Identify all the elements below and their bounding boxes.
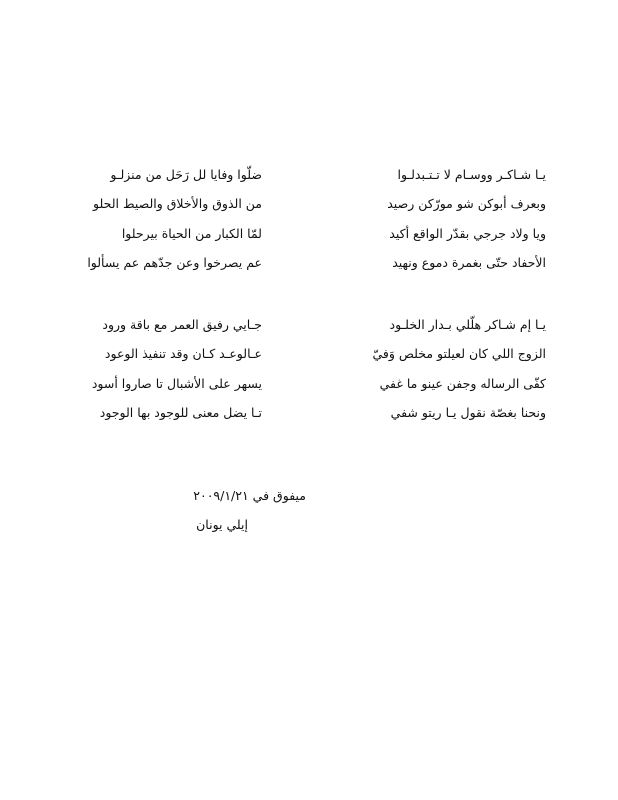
verse-line: عـالوعـد كـان وقد تنفيذ الوعود [104, 346, 262, 362]
verse-line: جـايي رفيق العمر مع باقة ورود [102, 317, 262, 332]
stanza-2-first-hemistichs [372, 310, 546, 427]
verse-line: من الذوق والأخلاق والصيط الحلو [93, 196, 262, 212]
author-name: إيلي يونان [196, 517, 248, 532]
verse-line: الأحفاد حتّى بغمرة دموع ونهيد [392, 254, 546, 270]
verse-line: عم يصرخوا وعن جدّهم عم يسألوا [87, 254, 262, 270]
place-and-date: ميفوق في ٢٠٠٩/١/٢١ [193, 488, 306, 503]
verse-line: وبعرف أبوكن شو مورّكن رصيد [387, 196, 546, 212]
verse-line: لمّا الكبار من الحياة بيرحلوا [121, 225, 262, 241]
stanza-2-second-hemistichs [92, 310, 262, 427]
verse-line: يـا شـاكـر ووسـام لا تـتـبدلـوا [397, 167, 546, 182]
verse-line: يسهر على الأشبال تا صاروا أسود [91, 375, 262, 391]
stanza-1-first-hemistichs [387, 160, 546, 277]
stanza-1-second-hemistichs [87, 160, 262, 277]
verse-line: الزوج اللي كان لعيلتو مخلص وَفيّ [372, 346, 546, 362]
verse-line: ويا ولاد جرجي بقدّر الواقع أكيد [389, 225, 546, 241]
verse-line: كفّى الرساله وجفن عينو ما غفي [379, 375, 546, 391]
verse-line: ونحنا بغصّة نقول يـا ريتو شفي [390, 404, 546, 420]
verse-line: يـا إم شـاكر هلّلي بـدار الخلـود [389, 317, 546, 332]
verse-line: تـا يضل معنى للوجود بها الوجود [99, 404, 262, 420]
verse-line: ضلّوا وفايا لل رَحَل من منزلـو [110, 167, 262, 182]
